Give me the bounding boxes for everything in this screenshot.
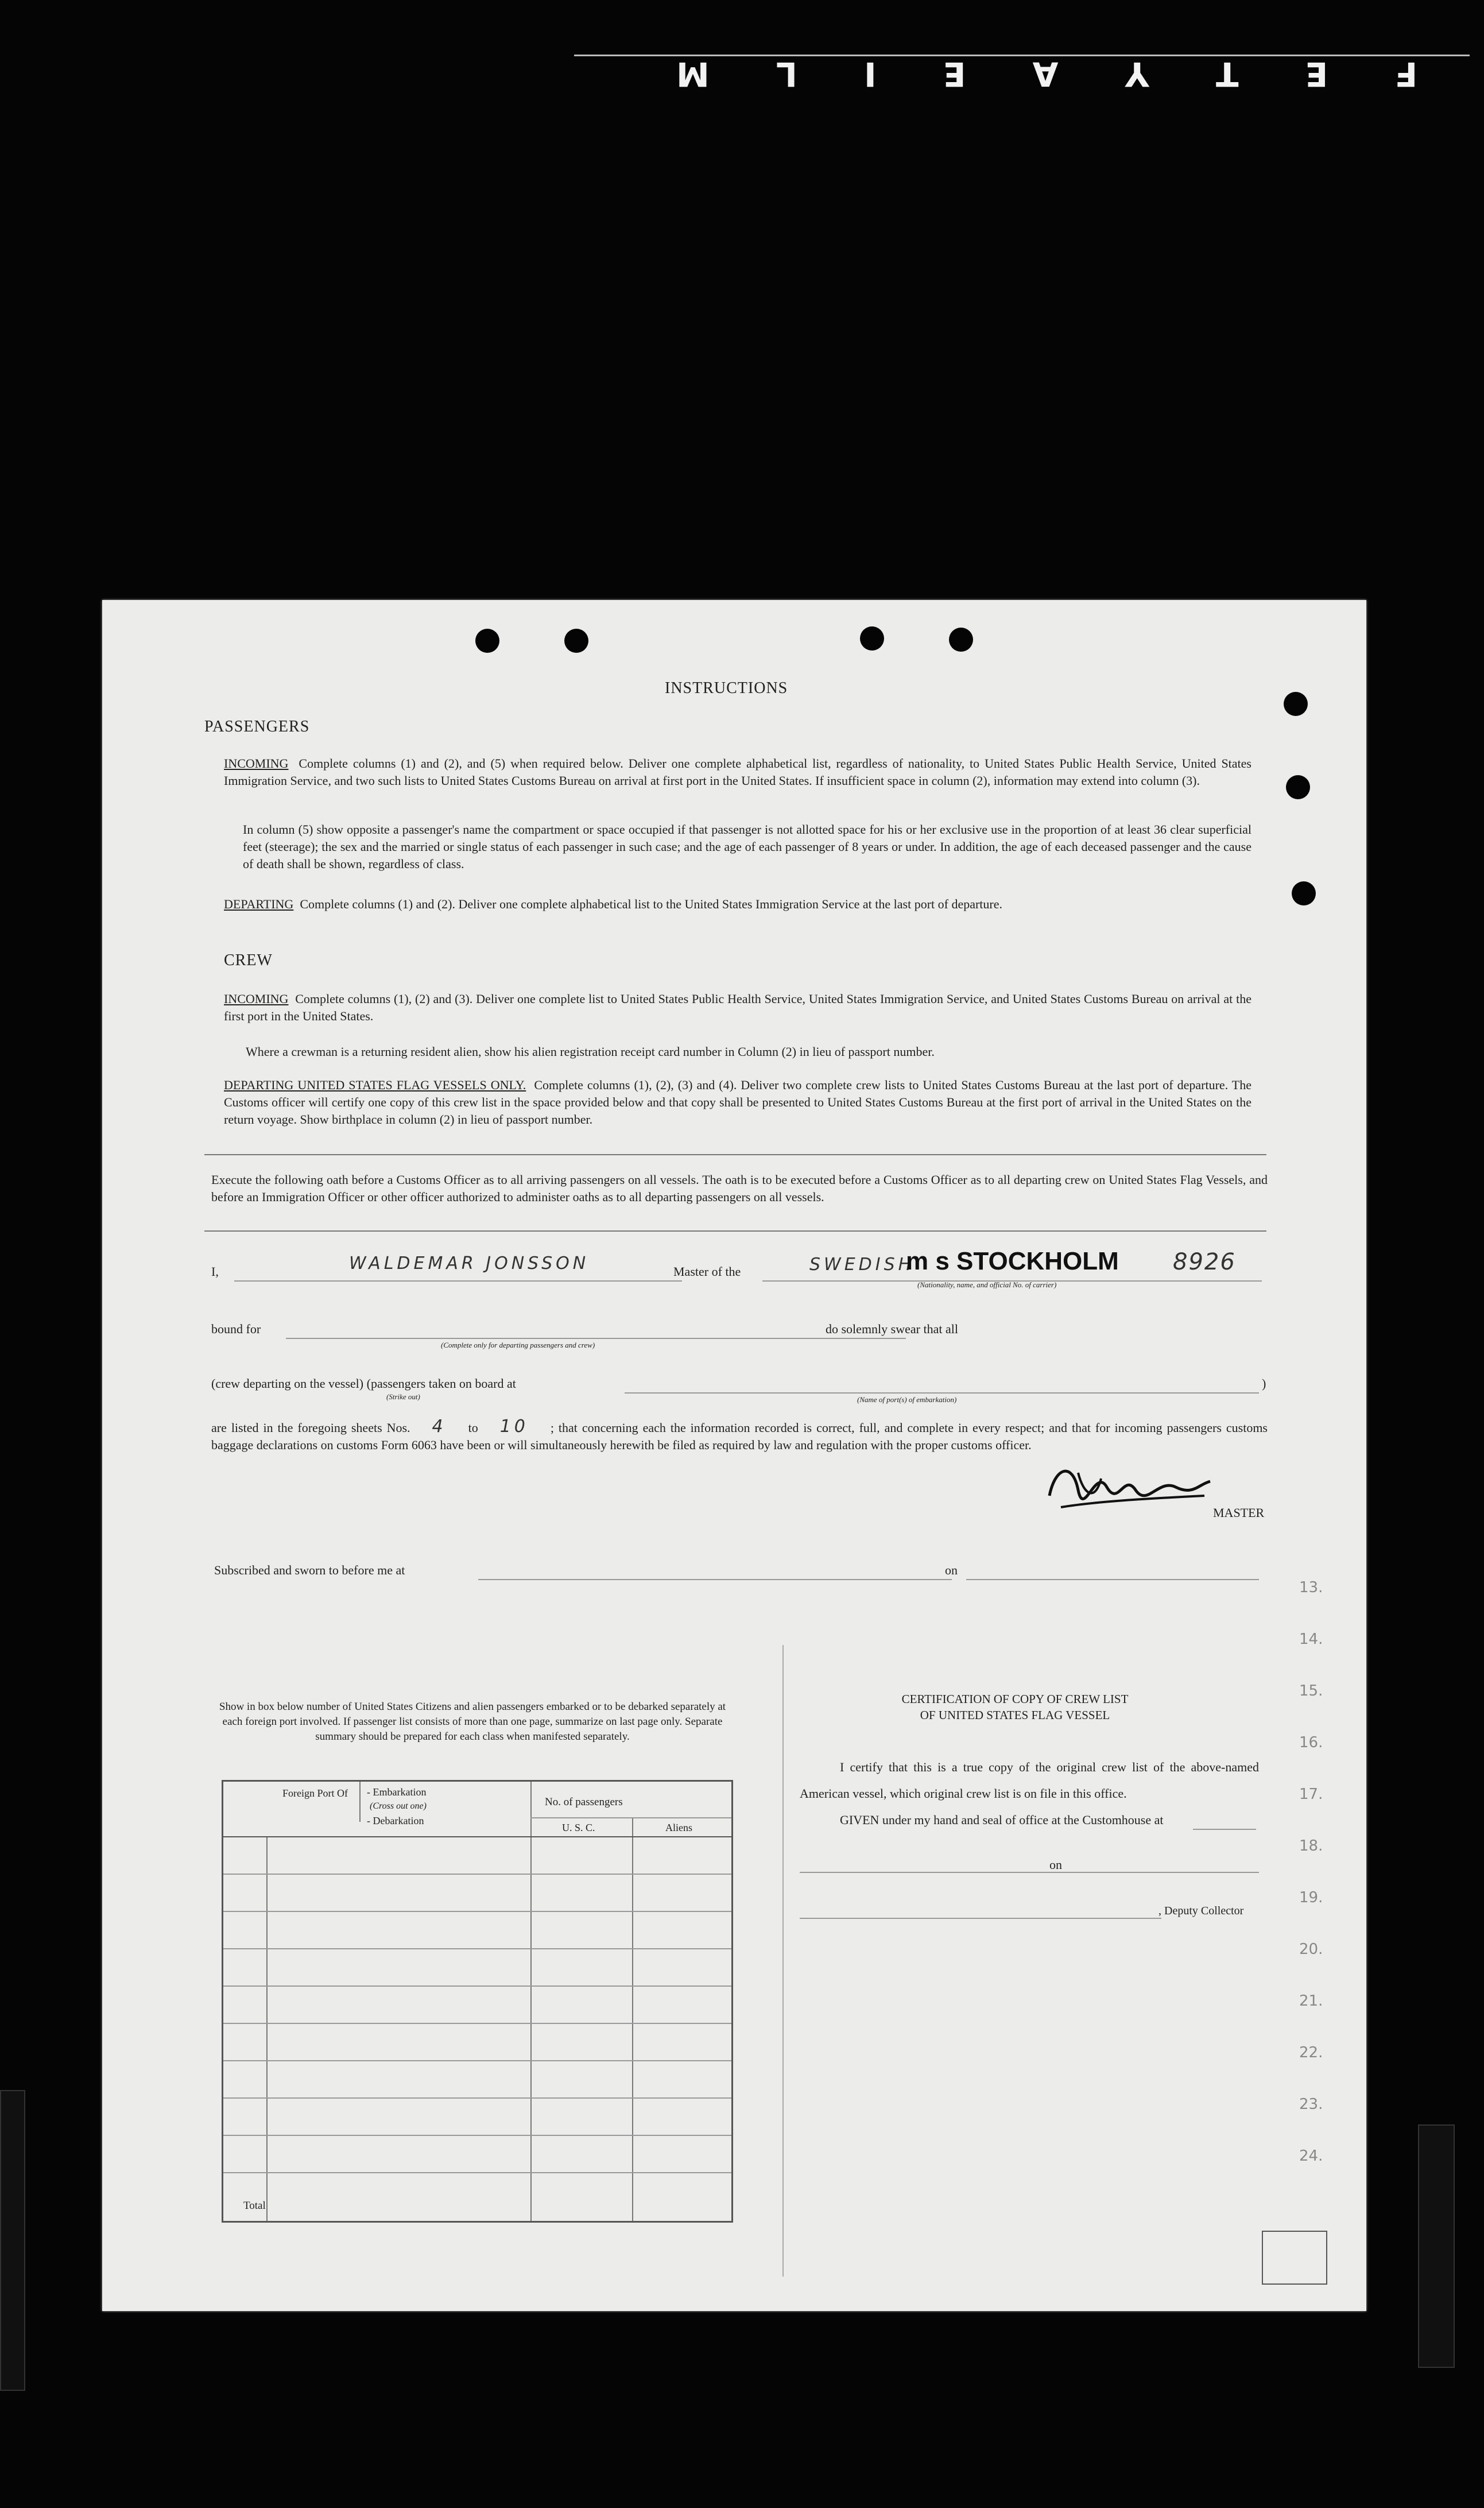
crew-departing-text: Complete columns (1), (2), (3) and (4). Deliver two complete crew lists to United States Customs Bureau at the last port of departure. The Customs officer will certify one copy of this crew list in the space provided below and that copy shall be presented to United States Customs Bureau at the first port of arrival in the United States on the return voyage. Show birthplace in column (2) in lieu of passport number. [224,1078,1252,1127]
table-row [223,2060,731,2061]
page-title: INSTRUCTIONS [665,679,788,697]
bound-for-label: bound for [211,1322,261,1336]
certification-title-line1: CERTIFICATION OF COPY OF CREW LIST [901,1692,1129,1706]
passengers-column5: In column (5) show opposite a passenger's name the compartment or space occupied if that passenger is not allotted space for his or her exclusive use in the proportion of at least 36 clear superficial feet (steerage); the sex and the married or single status of each passenger in such case; and the age of each passenger of 8 years or under. In addition, the age of each deceased passenger and the cause of death shall be shown, regardless of class. [243,822,1251,871]
bleed-number: 16. [1299,1734,1323,1751]
header-usc: U. S. C. [562,1822,595,1833]
side-strip-left [0,2090,25,2391]
summary-instructions: Show in box below number of United States Citizens and alien passengers embarked or to be debarked separately at each foreign port involved. If passenger list consists of more than one page, summarize on last page only. Separate summary should be prepared for each class when manifested separately. [219,1701,726,1743]
closing-paren: ) [1262,1376,1266,1391]
master-signature [1044,1456,1216,1519]
total-label: Total [243,2200,266,2212]
master-name: WALDEMAR JONSSON [349,1253,590,1274]
punch-hole [949,628,973,652]
certify-text: I certify that this is a true copy of the original crew list of the above-named American vessel, which original crew list is on file in this office. [800,1760,1259,1801]
table-row [223,1874,731,1875]
punch-hole [1292,881,1316,905]
cert-on-label: on [1049,1857,1062,1872]
strike-caption: (Strike out) [386,1392,420,1401]
crew-incoming [224,990,1251,1025]
bound-for-line [286,1338,906,1339]
bound-for-caption: (Complete only for departing passengers and crew) [441,1341,595,1349]
table-row [223,2172,731,2173]
side-strip-right [1418,2124,1455,2368]
crew-resident: Where a crewman is a returning resident alien, show his alien registration receipt card number in Column (2) in lieu of passport number. [246,1044,935,1059]
subscribed-line [478,1579,952,1580]
punch-hole [1286,775,1310,799]
crew-incoming-label: INCOMING [224,992,289,1006]
subscribed-label: Subscribed and sworn to before me at [214,1563,405,1577]
oath-intro: Execute the following oath before a Customs Officer as to all arriving passengers on all vessels. The oath is to be executed before a Customs Officer as to all departing crew on United States Flag Vessels, and before an Immigration Officer or other officer authorized to administer oaths as to all departing passengers on all vessels. [211,1172,1268,1204]
bleed-number: 13. [1299,1579,1323,1596]
official-number: 8926 [1173,1249,1236,1275]
header-embark: - Embarkation [367,1786,427,1798]
passengers-incoming [224,755,1251,789]
bleed-number: 15. [1299,1682,1323,1700]
divider [204,1230,1266,1232]
bleed-number: 17. [1299,1786,1323,1803]
passengers-departing [224,896,1251,913]
header-debark: - Debarkation [367,1815,424,1826]
table-row [223,2023,731,2024]
ports-caption: (Name of port(s) of embarkation) [857,1395,957,1404]
departing-label: DEPARTING [224,897,294,911]
table-divider [359,1782,361,1822]
crew-incoming-text: Complete columns (1), (2) and (3). Deliver one complete list to United States Public Health Service, United States Immigration Service, and United States Customs Bureau on arrival at the first port in the United States. [224,992,1252,1023]
vessel-caption: (Nationality, name, and official No. of carrier) [917,1280,1057,1289]
listed-text: are listed in the foregoing sheets Nos. [211,1421,410,1435]
customhouse-line [1193,1829,1256,1830]
punch-hole [860,626,884,651]
passenger-summary-table [222,1780,733,2223]
date-line [966,1579,1259,1580]
master-label: MASTER [1213,1505,1265,1520]
bleed-number: 20. [1299,1941,1323,1958]
bleed-number: 23. [1299,2096,1323,2113]
punch-hole [475,629,499,653]
cert-on-line [1072,1872,1259,1873]
table-row [223,2135,731,2136]
certification-title-line2: OF UNITED STATES FLAG VESSEL [920,1708,1110,1722]
bleed-number: 21. [1299,1992,1323,2010]
header-no-passengers: No. of passengers [545,1796,623,1808]
vertical-divider [782,1645,784,2277]
given-text: GIVEN under my hand and seal of office at the Customhouse at [840,1813,1164,1827]
bleed-number: 22. [1299,2044,1323,2061]
crew-departing-text: (crew departing on the vessel) (passengers taken on board at [211,1376,516,1391]
crew-departing [224,1077,1251,1128]
table-row [223,2097,731,2099]
header-cross: (Cross out one) [370,1801,427,1811]
table-divider [632,1817,633,2221]
departing-text: Complete columns (1) and (2). Deliver one complete alphabetical list to the United States Immigration Service at the last port of departure. [300,897,1003,911]
master-name-line [234,1280,682,1282]
incoming-text: Complete columns (1) and (2), and (5) when required below. Deliver one complete alphabetical list, regardless of nationality, to United States Public Health Service, United States Immigration Service, and two such lists to United States Customs Bureau on arrival at first port in the United States. If insufficient space in column (2), information may extend into column (3). [224,756,1251,788]
header-aliens: Aliens [665,1822,692,1833]
table-row [223,1948,731,1949]
header-foreign: Foreign Port Of [282,1787,348,1799]
sheet-to: 10 [499,1416,529,1437]
punch-hole [564,629,588,653]
swear-text: do solemnly swear that all [826,1322,958,1336]
bleed-number: 14. [1299,1631,1323,1648]
table-row [223,1911,731,1912]
deputy-collector-label: , Deputy Collector [1158,1905,1244,1917]
bleed-number: 18. [1299,1837,1323,1855]
table-row [223,1985,731,1987]
vessel-name: m s STOCKHOLM [906,1247,1119,1275]
nationality: SWEDISH [809,1255,915,1275]
crew-departing-label: DEPARTING UNITED STATES FLAG VESSELS ONLY. [224,1078,526,1092]
to-label: to [468,1421,478,1435]
crew-heading: CREW [224,951,273,969]
master-of-label: Master of the [673,1264,741,1279]
certification-title [837,1691,1193,1723]
incoming-label: INCOMING [224,756,289,771]
ports-line [625,1392,1259,1394]
document-page [102,600,1366,2311]
deputy-line [800,1918,1161,1919]
divider [204,1154,1266,1155]
stamp-box [1262,2231,1327,2285]
table-divider [530,1817,731,1818]
subscribed-on-label: on [945,1563,958,1577]
passengers-heading: PASSENGERS [204,718,310,736]
bleed-number: 24. [1299,2147,1323,2165]
bleed-number: 19. [1299,1889,1323,1906]
i-label: I, [211,1264,219,1279]
film-edge-label: F E T Y A E I L M [649,55,1418,94]
table-divider [530,1782,532,2221]
punch-hole [1284,692,1308,716]
table-divider [266,1836,268,2221]
table-divider [223,1836,731,1837]
listed-paragraph [211,1418,1268,1454]
sheet-from: 4 [432,1416,447,1437]
concerning-text: ; that concerning each the information recorded is correct, full, and complete in every respect; and that for incoming passengers customs baggage declarations on customs Form 6063 have been or will simultaneously herewith be filed as required by law and regulation with the proper customs officer. [211,1421,1268,1452]
